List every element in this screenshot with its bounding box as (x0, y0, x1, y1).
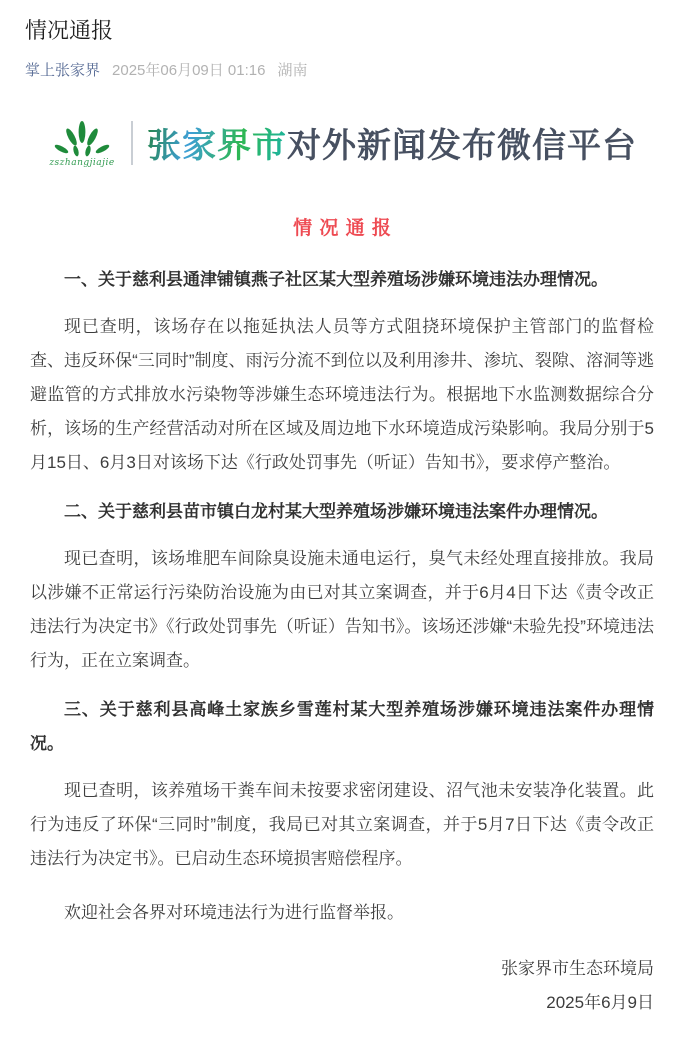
banner-image[interactable] (25, 100, 659, 186)
section-heading: 一、关于慈利县通津铺镇燕子社区某大型养殖场涉嫌环境违法办理情况。 (64, 269, 608, 289)
section-paragraph: 现已查明，该场存在以拖延执法人员等方式阻挠环境保护主管部门的监督检查、违反环保“三同时”制度、雨污分流不到位以及利用渗井、渗坑、裂隙、溶洞等逃避监管的方式排放水污染物等涉嫌生态环境违法行为。根据地下水监测数据综合分析，该场的生产经营活动对所在区域及周边地下水环境造成污染影响。我局分别于5月15日、6月3日对该场下达《行政处罚事先（听证）告知书》，要求停产整治。 (30, 316, 654, 472)
signature-date: 2025年6月9日 (546, 992, 654, 1012)
publish-timestamp: 2025年06月09日 01:16 (112, 61, 266, 79)
banner-divider (131, 121, 133, 165)
section-paragraph: 现已查明，该养殖场干粪车间未按要求密闭建设、沼气池未安装净化装置。此行为违反了环保“三同时”制度，我局已对其立案调查，并于5月7日下达《责令改正违法行为决定书》。已启动生态环境损害赔偿程序。 (30, 780, 654, 868)
notice-heading: 情况通报 (293, 217, 399, 239)
banner-title-city: 张家界市 (147, 127, 287, 166)
byline (25, 59, 659, 80)
signature-org: 张家界市生态环境局 (501, 958, 654, 978)
plant-leaves-icon (51, 118, 113, 160)
banner-title-platform: 对外新闻发布微信平台 (287, 127, 637, 166)
section-paragraph: 现已查明，该场堆肥车间除臭设施未通电运行，臭气未经处理直接排放。我局以涉嫌不正常运行污染防治设施为由已对其立案调查，并于6月4日下达《责令改正违法行为决定书》《行政处罚事先（听证）告知书》。该场还涉嫌“未验先投”环境违法行为，正在立案调查。 (30, 548, 654, 670)
zhangjiajie-logo (47, 118, 117, 168)
section-heading: 三、关于慈利县高峰土家族乡雪莲村某大型养殖场涉嫌环境违法案件办理情况。 (30, 699, 654, 753)
signature-block (30, 952, 654, 1020)
article-section-2 (30, 495, 654, 678)
section-heading: 二、关于慈利县苗市镇白龙村某大型养殖场涉嫌环境违法案件办理情况。 (64, 501, 608, 521)
location-label: 湖南 (277, 61, 308, 79)
logo-script-text: zszhangjiajie (49, 157, 115, 168)
banner-title (147, 118, 637, 167)
article-section-1 (30, 263, 654, 480)
article-section-3 (30, 693, 654, 876)
closing-line: 欢迎社会各界对环境违法行为进行监督举报。 (64, 902, 404, 922)
article-body (30, 210, 654, 1020)
account-name-link[interactable]: 掌上张家界 (25, 61, 101, 79)
page-title: 情况通报 (25, 18, 114, 43)
